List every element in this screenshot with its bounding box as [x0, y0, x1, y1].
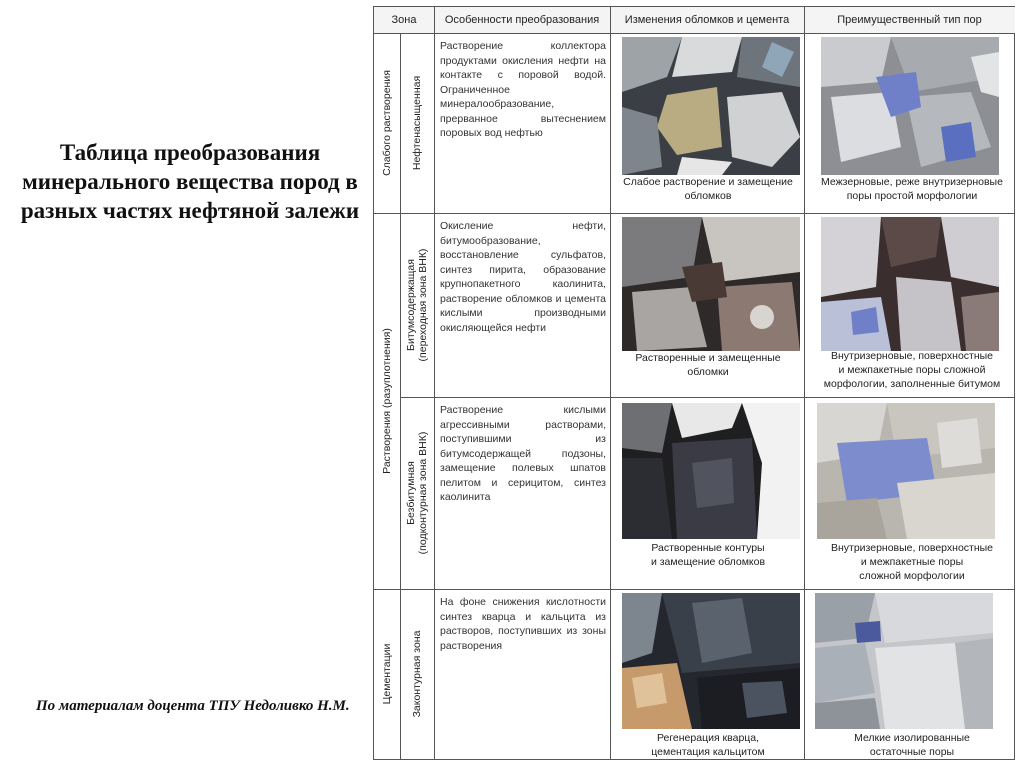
row4-description: На фоне снижения кислотности синтез кварца и кальцита из растворов, поступивших из зоны растворения: [440, 596, 606, 652]
row2-description: Окисление нефти, битумообразование, восстановление сульфатов, синтез пирита, образование крупнопакетного каолинита, растворение обломков и цемента кислыми производными окисляющейся нефти: [440, 220, 606, 334]
zone-oil-saturated: Нефтенасыщенная: [411, 75, 423, 171]
row3-caption-changes: Растворенные контуры и замещение обломков: [650, 542, 766, 568]
thin-section-photo: [622, 593, 800, 729]
thin-section-photo: [622, 217, 800, 351]
row3-caption-pores: Внутризерновые, поверхностные и межпакетные поры сложной морфологии: [830, 542, 994, 582]
zone-bitumen: Битумсодержащая (переходная зона ВНК): [405, 248, 429, 362]
row1-description: Растворение коллектора продуктами окисления нефти на контакте с поровой водой. Ограниченное минералообразование, прерванное вытеснением поровых вод нефтью: [440, 40, 606, 139]
grid-line: [610, 7, 611, 759]
row4-caption-changes: Регенерация кварца, цементация кальцитом: [651, 732, 765, 758]
grid-line: [434, 7, 435, 759]
zone-non-bitumen: Безбитумная (подконтурная зона ВНК): [405, 431, 429, 555]
grid-line: [400, 397, 1014, 398]
row2-caption-pores: Внутризерновые, поверхностные и межпакетные поры сложной морфологии, заполненные битумом: [823, 350, 1001, 390]
header-transformation: Особенности преобразования: [434, 7, 610, 34]
group-cementation: Цементации: [381, 643, 393, 705]
grid-line: [400, 33, 401, 759]
row3-description: Растворение кислыми агрессивными растворами, поступившими из битумсодержащей подзоны, замещение полевых шпатов пелитом и серицитом, синтез каолинита: [440, 404, 606, 503]
grid-line: [374, 589, 1014, 590]
row1-caption-pores: Межзерновые, реже внутризерновые поры простой морфологии: [821, 176, 1003, 202]
group-dissolution: Растворения (разуплотнения): [381, 328, 393, 474]
group-weak-dissolution: Слабого растворения: [381, 70, 393, 176]
thin-section-photo: [815, 593, 993, 729]
transformation-table: [373, 6, 1015, 760]
grid-line: [374, 213, 1014, 214]
row2-caption-changes: Растворенные и замещенные обломки: [635, 352, 781, 378]
row1-caption-changes: Слабое растворение и замещение обломков: [623, 176, 793, 202]
header-pore-type: Преимущественный тип пор: [804, 7, 1015, 34]
thin-section-photo: [817, 403, 995, 539]
header-zone: Зона: [374, 7, 434, 34]
row4-caption-pores: Мелкие изолированные остаточные поры: [854, 732, 970, 758]
thin-section-photo: [821, 217, 999, 351]
header-changes: Изменения обломков и цемента: [610, 7, 804, 34]
zone-outer-contour: Законтурная зона: [411, 630, 423, 718]
credit-note: По материалам доцента ТПУ Недоливко Н.М.: [36, 698, 350, 714]
thin-section-photo: [622, 403, 800, 539]
grid-line: [804, 7, 805, 759]
thin-section-photo: [622, 37, 800, 175]
thin-section-photo: [821, 37, 999, 175]
slide-title: Таблица преобразования минерального вещества пород в разных частях нефтяной залежи: [20, 140, 360, 223]
